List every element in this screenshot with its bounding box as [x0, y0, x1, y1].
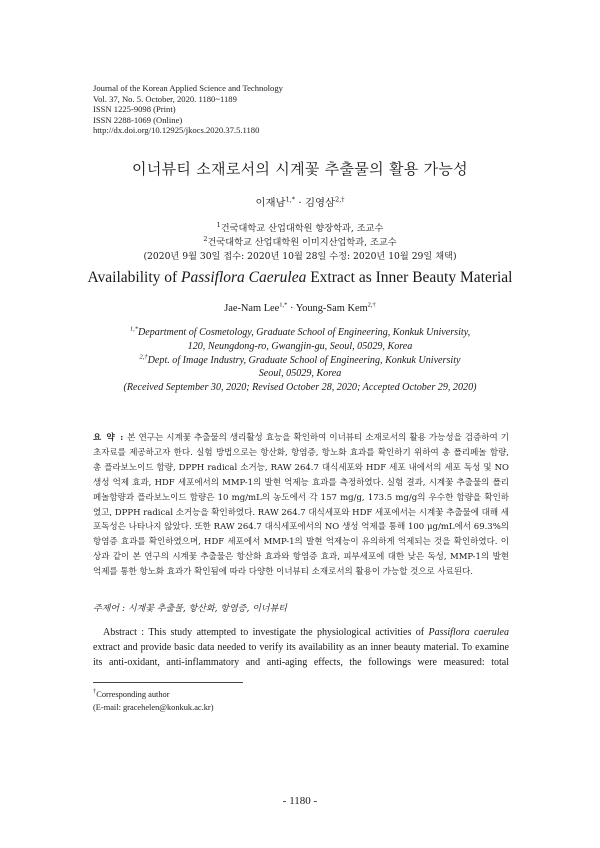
received-dates: (Received September 30, 2020; Revised October 28, 2020; Accepted October 29, 2020)	[123, 382, 477, 394]
author-separator: ·	[287, 303, 296, 314]
author-name: 이재남	[255, 197, 286, 209]
english-affiliations	[0, 326, 600, 395]
footnote-divider	[93, 682, 243, 683]
journal-volume: Vol. 37, No. 5. October, 2020. 1180~1189	[93, 93, 237, 104]
journal-metadata	[93, 83, 283, 136]
author-sup: 1,*	[279, 301, 288, 309]
korean-keywords: 주제어 : 시계꽃 추출물, 항산화, 항염증, 이너뷰티	[93, 604, 287, 614]
title-species: Passiflora Caerulea	[181, 269, 307, 286]
affiliation-sup: 2	[203, 234, 208, 243]
issn-print: ISSN 1225-9098 (Print)	[93, 104, 176, 115]
abstract-body: This study attempted to investigate the physiological activities of	[148, 627, 429, 638]
affiliation-line: Department of Cosmetology, Graduate School of Engineering, Konkuk University,	[137, 327, 471, 338]
korean-affiliations	[0, 222, 600, 263]
author-separator: ·	[295, 197, 305, 209]
page-number: - 1180 -	[282, 795, 318, 807]
corresponding-author-label: Corresponding author	[96, 690, 170, 699]
journal-name: Journal of the Korean Applied Science and Technology	[93, 83, 283, 93]
abstract-species: Passiflora caerulea	[428, 627, 509, 638]
author-sup: 1,*	[285, 195, 296, 204]
abstract-body: 본 연구는 시계꽃 추출물의 생리활성 효능을 확인하여 이너뷰티 소재로서의 활용 가능성을 검증하여 기초자료를 제공하고자 한다. 실험 방법으로는 항산화, 항염증, 항노화 효과를 확인하기 위하여 총 폴리페놀 함량, 총 플라보노이드 함량, DPPH radical 소거능, RAW 264.7 대식세포와 HDF 세포 내에서의 세포 독성 및 NO 생성 억제 효과, HDF 세포에서의 MMP-1의 발현 억제능 효과를 측정하였다. 실험 결과, 시계꽃 추출물의 폴리페놀함량과 플라보노이드 함량은 10 mg/mL의 농도에서 각 157 mg/g, 173.5 mg/g의 우수한 함량을 확인하였고, DPPH radical 소거능을 확인하였다. RAW 264.7 대식세포와 HDF 세포에서는 시계꽃 추출물에 대해 세포독성은 나타나지 않았다. 또한 RAW 264.7 대식세포에서의 NO 생성 억제를 통해 100 μg/mL에서 69.3%의 항염증 효과를 확인하였으며, HDF 세포에서 MMP-1의 발현 억제능이 유의하게 억제되는 것을 확인하였다. 이상과 같이 본 연구의 시계꽃 추출물은 항산화 효과와 항염증 효과, 피부세포에 대한 낮은 독성, MMP-1의 발현 억제를 통한 항노화 효과가 확인됨에 따라 다양한 이너뷰티 소재로서의 활용이 가능할 것으로 사료된다.	[93, 433, 509, 578]
affiliation-line: Dept. of Image Industry, Graduate School of Engineering, Konkuk University	[147, 354, 461, 366]
english-title	[0, 269, 600, 287]
abstract-label: 요 약 :	[93, 433, 125, 443]
title-text: Availability of	[87, 269, 182, 286]
author-name: 김영삼	[304, 197, 336, 209]
abstract-label: Abstract :	[103, 627, 145, 638]
corresponding-email[interactable]: (E-mail: gracehelen@konkuk.ac.kr)	[93, 703, 214, 712]
author-sup: 2,†	[367, 301, 376, 309]
author-name: Young-Sam Kem	[295, 303, 368, 314]
abstract-body: extract and provide basic data needed to verify its availability as an inner beauty material. To examine its anti-oxidant, anti-inflammatory and anti-aging effects, the followings were measured: total	[93, 641, 509, 668]
affiliation-line: 건국대학교 산업대학원 향장학과, 조교수	[220, 223, 384, 234]
affiliation-line: Seoul, 05029, Korea	[258, 368, 342, 380]
affiliation-line: 건국대학교 산업대학원 이미지산업학과, 조교수	[207, 236, 397, 248]
english-abstract	[93, 626, 509, 672]
affiliation-line: 120, Neungdong-ro, Gwangjin-gu, Seoul, 05029, Korea	[187, 340, 413, 352]
affiliation-sup: 1	[216, 220, 221, 229]
korean-title: 이너뷰티 소재로서의 시계꽃 추출물의 활용 가능성	[132, 160, 468, 178]
korean-authors	[0, 194, 600, 209]
footnote-sup: †	[93, 688, 97, 696]
author-sup: 2,†	[335, 195, 345, 204]
affiliation-sup: 2,†	[139, 353, 148, 361]
affiliation-sup: 1,*	[129, 325, 138, 333]
english-authors	[0, 303, 600, 314]
doi-link[interactable]: http://dx.doi.org/10.12925/jkocs.2020.37.5.1180	[93, 125, 260, 136]
korean-abstract	[93, 431, 509, 593]
footnote	[93, 688, 214, 714]
title-text: Extract as Inner Beauty Material	[306, 269, 513, 286]
issn-online: ISSN 2288-1069 (Online)	[93, 114, 183, 125]
author-name: Jae-Nam Lee	[224, 303, 280, 314]
submission-dates: (2020년 9월 30일 접수: 2020년 10월 28일 수정: 2020년 10월 29일 채택)	[143, 250, 457, 262]
